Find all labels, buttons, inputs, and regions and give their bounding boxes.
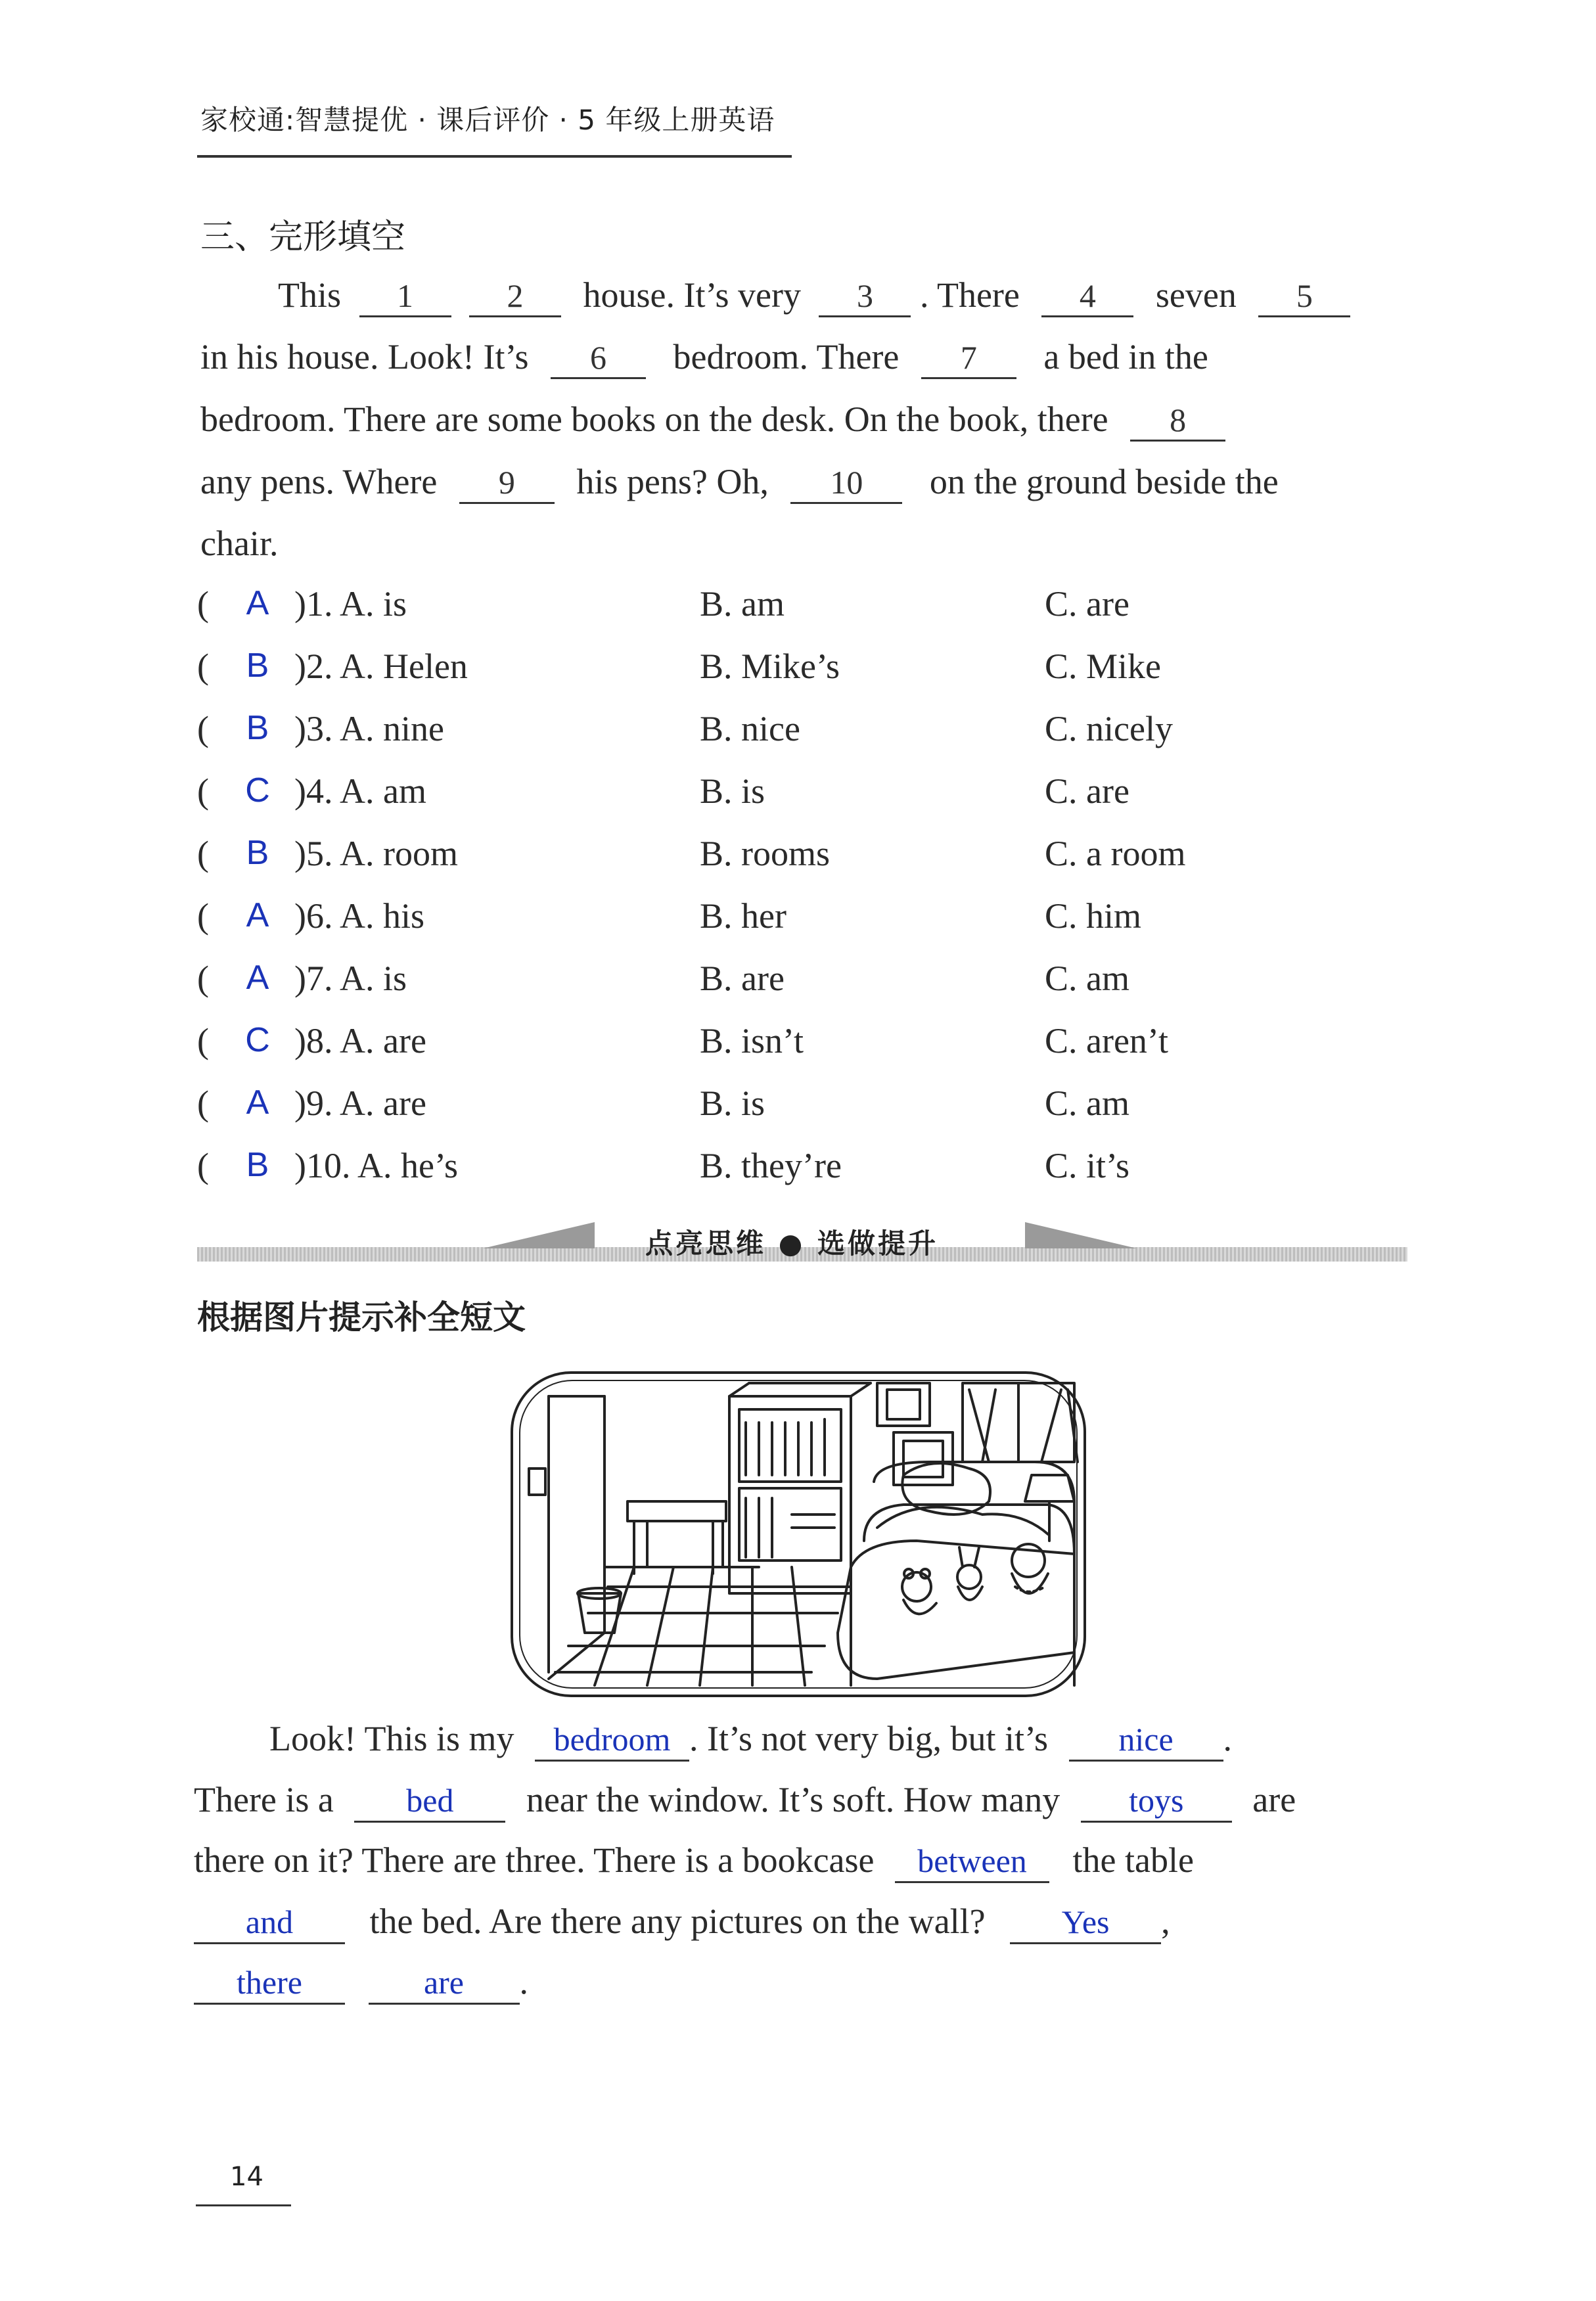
- option-a: )4. A. am: [294, 771, 426, 811]
- option-c: C. it’s: [1045, 1146, 1130, 1185]
- answer-between: between: [895, 1842, 1049, 1883]
- answer-there: there: [194, 1963, 345, 2005]
- answer-letter: B: [246, 647, 269, 685]
- extension-line-5: there are .: [194, 1961, 1409, 2005]
- header-rule: [197, 155, 792, 158]
- option-a: )3. A. nine: [294, 709, 444, 748]
- option-a: )7. A. is: [294, 959, 407, 998]
- answer-letter: A: [246, 584, 269, 622]
- question-row: [197, 1083, 1419, 1135]
- answer-paren: (: [197, 647, 209, 686]
- answer-letter: A: [246, 1083, 269, 1122]
- option-c: C. are: [1045, 584, 1129, 624]
- answer-letter: B: [246, 1146, 269, 1184]
- option-c: C. are: [1045, 771, 1129, 811]
- answer-paren: (: [197, 834, 209, 873]
- answer-bedroom: bedroom: [535, 1720, 689, 1762]
- option-b: B. is: [700, 1083, 765, 1123]
- question-row: [197, 583, 1419, 636]
- blank-9: 9: [459, 464, 555, 504]
- option-b: B. her: [700, 896, 787, 936]
- section-title: 三、完形填空: [200, 217, 406, 257]
- bedroom-illustration: [509, 1370, 1087, 1698]
- passage-line-5: chair.: [200, 524, 279, 563]
- answer-letter: B: [246, 834, 269, 872]
- answer-paren: (: [197, 896, 209, 936]
- option-b: B. rooms: [700, 834, 831, 873]
- extension-line-3: there on it? There are three. There is a bookcase between the table: [194, 1840, 1409, 1883]
- question-row: [197, 1020, 1419, 1073]
- answer-letter: C: [245, 1021, 270, 1059]
- banner-right-decoration: [1025, 1222, 1137, 1248]
- blank-4: 4: [1041, 277, 1133, 317]
- answer-letter: A: [246, 959, 269, 997]
- question-row: [197, 833, 1419, 886]
- option-a: )10. A. he’s: [294, 1146, 458, 1185]
- blank-8: 8: [1130, 401, 1225, 442]
- option-b: B. Mike’s: [700, 647, 840, 686]
- passage-line-4: any pens. Where 9 his pens? Oh, 10 on the ground beside the: [200, 461, 1409, 504]
- blank-3: 3: [819, 277, 911, 317]
- blank-1: 1: [359, 277, 451, 317]
- option-c: C. am: [1045, 1083, 1129, 1123]
- banner-label: 点亮思维 ● 选做提升: [645, 1227, 938, 1260]
- question-row: [197, 708, 1419, 761]
- extension-line-2: There is a bed near the window. It’s soft. How many toys are: [194, 1779, 1409, 1823]
- question-row: [197, 771, 1419, 823]
- option-c: C. aren’t: [1045, 1021, 1168, 1060]
- option-c: C. am: [1045, 959, 1129, 998]
- passage-line-1: This 1 2 house. It’s very 3 . There 4 seven 5: [200, 275, 1409, 317]
- extension-title: 根据图片提示补全短文: [197, 1298, 526, 1336]
- passage-line-3: bedroom. There are some books on the desk. On the book, there 8: [200, 399, 1409, 442]
- page-number: 14: [230, 2162, 263, 2192]
- blank-6: 6: [551, 339, 646, 379]
- answer-yes: Yes: [1010, 1903, 1161, 1944]
- answer-toys: toys: [1081, 1781, 1232, 1823]
- answer-bed: bed: [354, 1781, 505, 1823]
- option-a: )8. A. are: [294, 1021, 426, 1060]
- option-a: )6. A. his: [294, 896, 425, 936]
- answer-paren: (: [197, 771, 209, 811]
- answer-letter: B: [246, 709, 269, 747]
- option-a: )9. A. are: [294, 1083, 426, 1123]
- option-a: )2. A. Helen: [294, 647, 468, 686]
- answer-paren: (: [197, 1146, 209, 1185]
- answer-nice: nice: [1069, 1720, 1223, 1762]
- option-c: C. nicely: [1045, 709, 1173, 748]
- banner-left-decoration: [483, 1222, 595, 1248]
- question-row: [197, 896, 1419, 948]
- answer-paren: (: [197, 584, 209, 624]
- answer-paren: (: [197, 1083, 209, 1123]
- option-b: B. isn’t: [700, 1021, 804, 1060]
- answer-letter: A: [246, 896, 269, 934]
- answer-paren: (: [197, 709, 209, 748]
- extension-line-1: Look! This is my bedroom . It’s not very big, but it’s nice .: [194, 1718, 1409, 1762]
- blank-10: 10: [790, 464, 902, 504]
- passage-line-2: in his house. Look! It’s 6 bedroom. There 7 a bed in the: [200, 336, 1409, 379]
- option-a: )1. A. is: [294, 584, 407, 624]
- option-b: B. am: [700, 584, 785, 624]
- option-b: B. they’re: [700, 1146, 842, 1185]
- blank-7: 7: [921, 339, 1016, 379]
- option-c: C. Mike: [1045, 647, 1162, 686]
- blank-5: 5: [1258, 277, 1350, 317]
- question-row: [197, 958, 1419, 1011]
- book-header: 家校通:智慧提优 · 课后评价 · 5 年级上册英语: [200, 104, 775, 136]
- answer-are: are: [369, 1963, 520, 2005]
- extension-line-4: and the bed. Are there any pictures on the wall? Yes ,: [194, 1901, 1409, 1944]
- answer-paren: (: [197, 959, 209, 998]
- option-b: B. is: [700, 771, 765, 811]
- question-row: [197, 646, 1419, 698]
- option-a: )5. A. room: [294, 834, 458, 873]
- answer-letter: C: [245, 771, 270, 809]
- option-b: B. nice: [700, 709, 800, 748]
- question-row: [197, 1145, 1419, 1198]
- page-number-rule: [196, 2204, 291, 2206]
- option-c: C. him: [1045, 896, 1142, 936]
- answer-and: and: [194, 1903, 345, 1944]
- option-c: C. a room: [1045, 834, 1186, 873]
- blank-2: 2: [469, 277, 561, 317]
- answer-paren: (: [197, 1021, 209, 1060]
- option-b: B. are: [700, 959, 785, 998]
